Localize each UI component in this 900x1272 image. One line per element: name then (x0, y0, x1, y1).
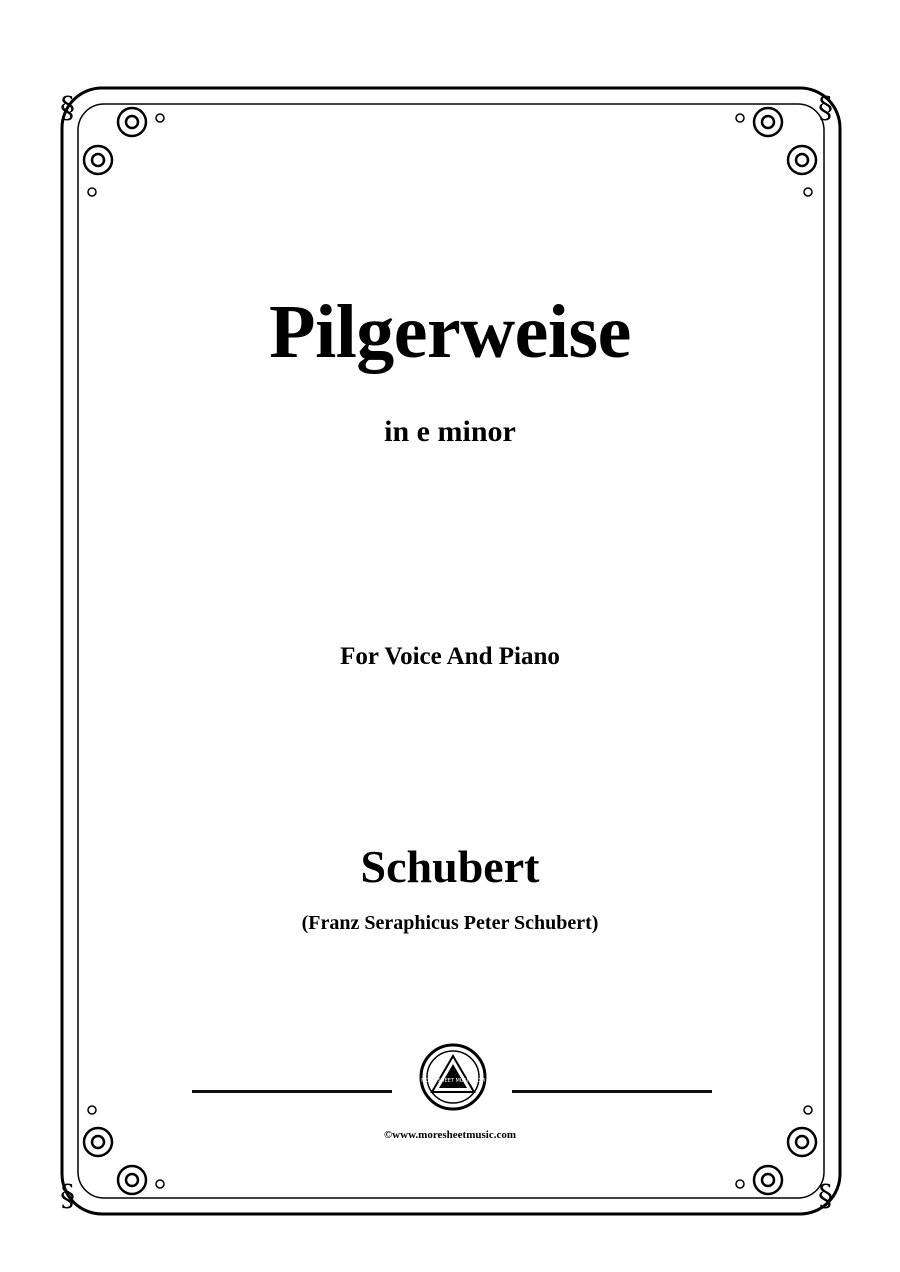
flourish-bottom-right-icon: § (818, 1179, 833, 1214)
flourish-top-right-icon: § (818, 91, 833, 126)
divider-right (512, 1090, 712, 1093)
composer-name: Schubert (360, 841, 540, 892)
flourish-bottom-left-icon: § (60, 1179, 75, 1214)
corner-scroll-bottom-left-icon (84, 1106, 164, 1194)
key-signature-label: in e minor (384, 415, 516, 448)
publisher-logo-icon (418, 1042, 488, 1112)
copyright-credit: ©www.moresheetmusic.com (383, 1129, 517, 1141)
corner-scroll-bottom-right-icon (736, 1106, 816, 1194)
corner-scroll-top-left-icon (84, 108, 164, 196)
divider-left (192, 1090, 392, 1093)
piece-title: Pilgerweise (269, 290, 631, 374)
flourish-top-left-icon: § (60, 91, 75, 126)
composer-full-name: (Franz Seraphicus Peter Schubert) (301, 912, 599, 934)
instrumentation-label: For Voice And Piano (340, 643, 560, 670)
logo-text: MORE SHEET MUSIC.COM (421, 1078, 485, 1084)
corner-scroll-top-right-icon (736, 108, 816, 196)
